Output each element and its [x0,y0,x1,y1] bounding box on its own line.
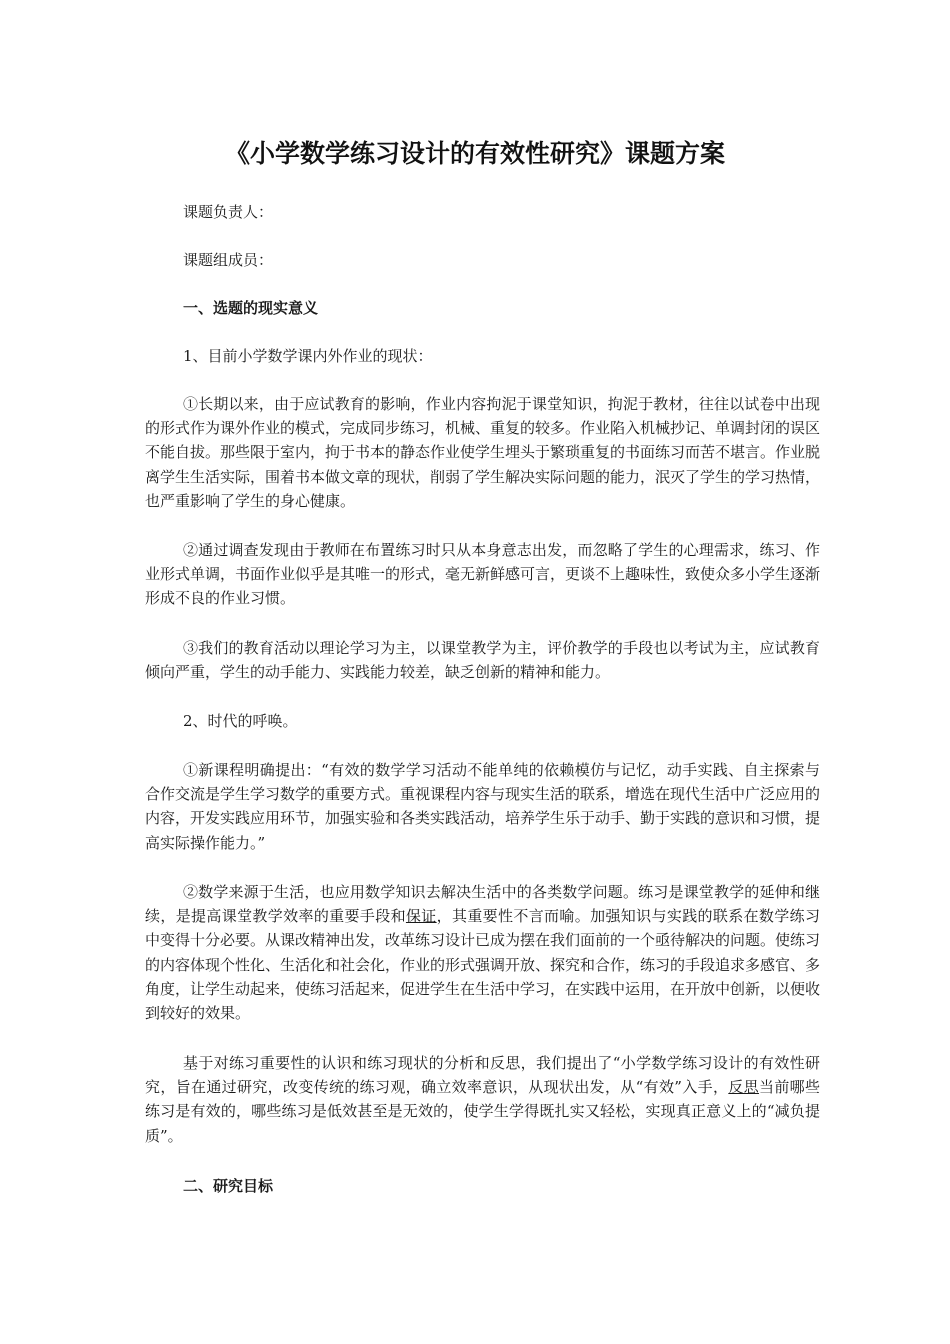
section1-subheading-1: 1、目前小学数学课内外作业的现状： [183,347,433,365]
paragraph-6-part-b: 当前哪些练习是有效的，哪些练习是低效甚至是无效的，使学生学得既扎实又轻松，实现真正意义上的“减负提质”。 [145,1078,820,1145]
leader-label: 课题负责人： [183,203,274,221]
paragraph-2: ②通过调查发现由于教师在布置练习时只从本身意志出发，而忽略了学生的心理需求，练习、作业形式单调，书面作业似乎是其唯一的形式，毫无新鲜感可言，更谈不上趣味性，致使众多小学生逐渐形成不良的作业习惯。 [145,541,821,608]
section1-subheading-2: 2、时代的呼唤。 [183,712,298,730]
paragraph-6 [145,1051,820,1148]
paragraph-5 [145,880,820,1025]
paragraph-3: ③我们的教育活动以理论学习为主，以课堂教学为主，评价教学的手段也以考试为主，应试教育倾向严重，学生的动手能力、实践能力较差，缺乏创新的精神和能力。 [145,639,820,682]
paragraph-5-part-a: ②数学来源于生活，也应用数学知识去解决生活中的各类数学问题。练习是课堂教学的延伸和继续，是提高课堂教学效率的重要手段和 [145,883,820,926]
section1-heading: 一、选题的现实意义 [183,299,319,317]
paragraph-4: ①新课程明确提出：“有效的数学学习活动不能单纯的依赖模仿与记忆，动手实践、自主探索与合作交流是学生学习数学的重要方式。重视课程内容与现实生活的联系，增选在现代生活中广泛应用的内容，开发实践应用环节，加强实验和各类实践活动，培养学生乐于动手、勤于实践的意识和习惯，提高实际操作能力。” [145,761,821,852]
paragraph-6-part-a: 基于对练习重要性的认识和练习现状的分析和反思，我们提出了“小学数学练习设计的有效性研究，旨在通过研究，改变传统的练习观，确立效率意识，从现状出发，从“有效”入手， [145,1054,820,1097]
paragraph-1: ①长期以来，由于应试教育的影响，作业内容拘泥于课堂知识，拘泥于教材，往往以试卷中出现的形式作为课外作业的模式，完成同步练习，机械、重复的较多。作业陷入机械抄记、单调封闭的误区不能自拔。那些限于室内，拘于书本的静态作业使学生埋头于繁琐重复的书面练习而苦不堪言。作业脱离学生生活实际，围着书本做文章的现状，削弱了学生解决实际问题的能力，泯灭了学生的学习热情，也严重影响了学生的身心健康。 [145,395,821,510]
section2-heading: 二、研究目标 [183,1177,274,1195]
paragraph-5-underlined: 保证 [405,907,437,926]
paragraph-6-underlined: 反思 [728,1078,759,1097]
members-label: 课题组成员： [183,251,274,269]
paragraph-5-part-b: ，其重要性不言而喻。加强知识与实践的联系在数学练习中变得十分必要。从课改精神出发，改革练习设计已成为摆在我们面前的一个亟待解决的问题。使练习的内容体现个性化、生活化和社会化，作业的形式强调开放、探究和合作，练习的手段追求多感官、多角度，让学生动起来，使练习活起来，促进学生在生活中学习，在实践中运用，在开放中创新，以便收到较好的效果。 [145,907,821,1023]
document-title: 《小学数学练习设计的有效性研究》课题方案 [224,139,725,168]
